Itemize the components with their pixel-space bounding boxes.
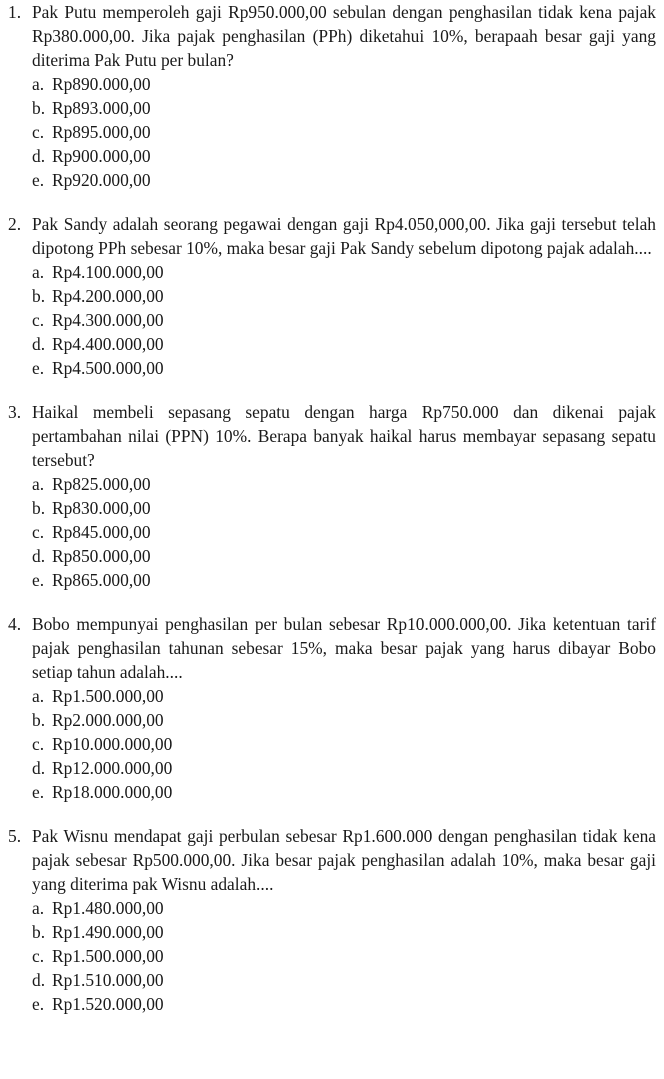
answer-option-b[interactable]	[32, 708, 656, 732]
option-letter: a.	[32, 686, 45, 706]
option-letter: b.	[32, 286, 46, 306]
option-letter: e.	[32, 994, 45, 1014]
answer-option-d[interactable]	[32, 756, 656, 780]
option-value: Rp895.000,00	[52, 122, 151, 142]
option-letter: a.	[32, 474, 45, 494]
option-value: Rp18.000.000,00	[52, 782, 173, 802]
answer-option-d[interactable]	[32, 144, 656, 168]
option-letter: c.	[32, 734, 45, 754]
option-value: Rp2.000.000,00	[52, 710, 164, 730]
answer-option-a[interactable]	[32, 72, 656, 96]
option-letter: d.	[32, 970, 46, 990]
option-value: Rp845.000,00	[52, 522, 151, 542]
question-text: Haikal membeli sepasang sepatu dengan harga Rp750.000 dan dikenai pajak pertambahan nilai (PPN) 10%. Berapa banyak haikal harus membayar sepasang sepatu tersebut?	[32, 402, 656, 470]
option-letter: e.	[32, 782, 45, 802]
answer-option-d[interactable]	[32, 332, 656, 356]
option-letter: b.	[32, 710, 46, 730]
option-letter: a.	[32, 74, 45, 94]
option-letter: d.	[32, 546, 46, 566]
option-value: Rp1.510.000,00	[52, 970, 164, 990]
option-letter: a.	[32, 262, 45, 282]
answer-option-b[interactable]	[32, 284, 656, 308]
answer-option-c[interactable]	[32, 120, 656, 144]
answer-options	[8, 896, 656, 1016]
answer-option-b[interactable]	[32, 920, 656, 944]
answer-option-e[interactable]	[32, 356, 656, 380]
option-value: Rp4.100.000,00	[52, 262, 164, 282]
option-value: Rp4.400.000,00	[52, 334, 164, 354]
question-text: Pak Putu memperoleh gaji Rp950.000,00 sebulan dengan penghasilan tidak kena pajak Rp380.000,00. Jika pajak penghasilan (PPh) diketahui 10%, berapaah besar gaji yang diterima Pak Putu per bulan?	[32, 2, 656, 70]
answer-option-b[interactable]	[32, 96, 656, 120]
option-value: Rp900.000,00	[52, 146, 151, 166]
option-letter: d.	[32, 334, 46, 354]
option-letter: e.	[32, 358, 45, 378]
option-value: Rp865.000,00	[52, 570, 151, 590]
option-value: Rp1.520.000,00	[52, 994, 164, 1014]
answer-option-c[interactable]	[32, 308, 656, 332]
question-document	[8, 0, 656, 1036]
option-letter: a.	[32, 898, 45, 918]
answer-option-a[interactable]	[32, 260, 656, 284]
answer-option-d[interactable]	[32, 968, 656, 992]
answer-option-e[interactable]	[32, 568, 656, 592]
option-letter: c.	[32, 946, 45, 966]
question-4	[8, 612, 656, 804]
option-value: Rp4.500.000,00	[52, 358, 164, 378]
question-number: 4.	[8, 614, 22, 634]
question-text: Bobo mempunyai penghasilan per bulan sebesar Rp10.000.000,00. Jika ketentuan tarif pajak penghasilan tahunan sebesar 15%, maka besar pajak yang harus dibayar Bobo setiap tahun adalah....	[32, 614, 656, 682]
answer-option-e[interactable]	[32, 780, 656, 804]
answer-options	[8, 684, 656, 804]
option-letter: b.	[32, 98, 46, 118]
question-text: Pak Sandy adalah seorang pegawai dengan gaji Rp4.050,000,00. Jika gaji tersebut telah dipotong PPh sebesar 10%, maka besar gaji Pak Sandy sebelum dipotong pajak adalah....	[32, 214, 656, 258]
option-value: Rp1.480.000,00	[52, 898, 164, 918]
answer-options	[8, 472, 656, 592]
option-value: Rp850.000,00	[52, 546, 151, 566]
answer-options	[8, 72, 656, 192]
option-value: Rp893.000,00	[52, 98, 151, 118]
option-letter: b.	[32, 922, 46, 942]
option-value: Rp4.300.000,00	[52, 310, 164, 330]
option-value: Rp12.000.000,00	[52, 758, 173, 778]
option-value: Rp1.500.000,00	[52, 686, 164, 706]
answer-options	[8, 260, 656, 380]
question-number: 2.	[8, 214, 22, 234]
option-letter: c.	[32, 122, 45, 142]
answer-option-a[interactable]	[32, 684, 656, 708]
option-value: Rp1.490.000,00	[52, 922, 164, 942]
question-1	[8, 0, 656, 192]
option-letter: c.	[32, 522, 45, 542]
question-number: 1.	[8, 2, 22, 22]
option-value: Rp890.000,00	[52, 74, 151, 94]
answer-option-a[interactable]	[32, 896, 656, 920]
option-letter: c.	[32, 310, 45, 330]
option-value: Rp830.000,00	[52, 498, 151, 518]
answer-option-c[interactable]	[32, 732, 656, 756]
option-value: Rp4.200.000,00	[52, 286, 164, 306]
answer-option-d[interactable]	[32, 544, 656, 568]
answer-option-c[interactable]	[32, 520, 656, 544]
option-letter: d.	[32, 146, 46, 166]
answer-option-e[interactable]	[32, 168, 656, 192]
option-letter: d.	[32, 758, 46, 778]
answer-option-e[interactable]	[32, 992, 656, 1016]
option-letter: e.	[32, 570, 45, 590]
answer-option-b[interactable]	[32, 496, 656, 520]
question-text: Pak Wisnu mendapat gaji perbulan sebesar Rp1.600.000 dengan penghasilan tidak kena pajak sebesar Rp500.000,00. Jika besar pajak penghasilan adalah 10%, maka besar gaji yang diterima pak Wisnu adalah....	[32, 826, 656, 894]
option-value: Rp825.000,00	[52, 474, 151, 494]
question-3	[8, 400, 656, 592]
question-5	[8, 824, 656, 1016]
question-number: 5.	[8, 826, 22, 846]
option-value: Rp920.000,00	[52, 170, 151, 190]
option-letter: e.	[32, 170, 45, 190]
answer-option-a[interactable]	[32, 472, 656, 496]
option-value: Rp1.500.000,00	[52, 946, 164, 966]
question-2	[8, 212, 656, 380]
answer-option-c[interactable]	[32, 944, 656, 968]
option-letter: b.	[32, 498, 46, 518]
question-number: 3.	[8, 402, 22, 422]
option-value: Rp10.000.000,00	[52, 734, 173, 754]
